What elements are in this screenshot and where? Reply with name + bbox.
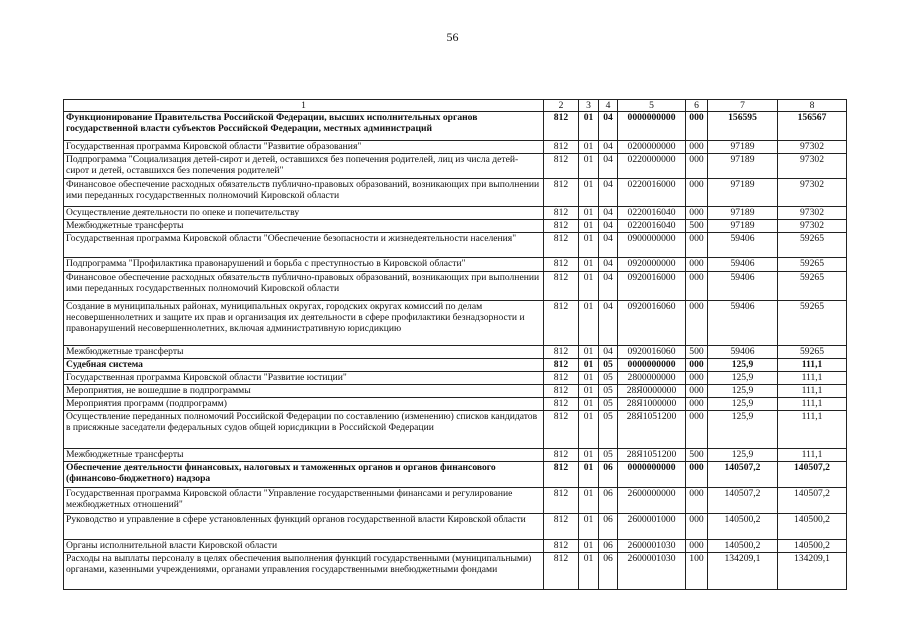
row-value-col-4: 04 (599, 112, 618, 141)
header-cell: 7 (708, 100, 778, 112)
row-value-col-6: 000 (686, 488, 708, 514)
header-cell: 5 (618, 100, 686, 112)
row-value-col-8: 97302 (778, 207, 847, 220)
row-value-col-3: 01 (579, 462, 599, 488)
row-value-col-6: 000 (686, 301, 708, 346)
row-value-col-2: 812 (544, 154, 579, 179)
row-value-col-3: 01 (579, 372, 599, 385)
table-row (64, 233, 847, 258)
row-value-col-5: 0920016060 (618, 346, 686, 359)
row-value-col-8: 97302 (778, 220, 847, 233)
row-value-col-8: 97302 (778, 179, 847, 207)
row-value-col-3: 01 (579, 540, 599, 553)
row-description: Подпрограмма "Социализация детей-сирот и детей, оставшихся без попечения родителей, лиц из числа детей-сирот и детей, оставшихся без попечения родителей" (64, 154, 544, 179)
row-description: Расходы на выплаты персоналу в целях обеспечения выполнения функций государственными (муниципальными) органами, казенными учреждениями, органами управления государственными внебюджетными фондами (64, 553, 544, 590)
row-description: Органы исполнительной власти Кировской области (64, 540, 544, 553)
table-row (64, 301, 847, 346)
row-value-col-7: 97189 (708, 179, 778, 207)
row-value-col-5: 0000000000 (618, 359, 686, 372)
row-value-col-6: 500 (686, 220, 708, 233)
row-value-col-4: 04 (599, 272, 618, 301)
row-value-col-8: 59265 (778, 346, 847, 359)
page-number: 56 (446, 30, 459, 44)
row-value-col-3: 01 (579, 514, 599, 540)
row-value-col-7: 97189 (708, 154, 778, 179)
table-row (64, 154, 847, 179)
row-value-col-3: 01 (579, 385, 599, 398)
row-value-col-4: 06 (599, 540, 618, 553)
row-value-col-5: 28Я1051200 (618, 449, 686, 462)
row-value-col-3: 01 (579, 449, 599, 462)
row-value-col-4: 05 (599, 372, 618, 385)
row-value-col-4: 04 (599, 141, 618, 154)
row-value-col-4: 04 (599, 154, 618, 179)
row-value-col-5: 0900000000 (618, 233, 686, 258)
row-value-col-7: 97189 (708, 207, 778, 220)
row-value-col-4: 05 (599, 449, 618, 462)
row-description: Создание в муниципальных районах, муниципальных округах, городских округах комиссий по делам несовершеннолетних и защите их прав и организация их деятельности в сфере профилактики безнадзорности и правонарушений несовершеннолетних, включая административную юрисдикцию (64, 301, 544, 346)
row-value-col-5: 0920016060 (618, 301, 686, 346)
row-value-col-7: 125,9 (708, 398, 778, 411)
row-value-col-7: 140500,2 (708, 514, 778, 540)
row-value-col-6: 500 (686, 346, 708, 359)
row-value-col-6: 000 (686, 233, 708, 258)
row-value-col-2: 812 (544, 553, 579, 590)
row-value-col-3: 01 (579, 179, 599, 207)
row-value-col-5: 28Я0000000 (618, 385, 686, 398)
row-value-col-5: 0920000000 (618, 258, 686, 272)
row-description: Руководство и управление в сфере установленных функций органов государственной власти Кировской области (64, 514, 544, 540)
row-value-col-2: 812 (544, 449, 579, 462)
row-value-col-7: 140500,2 (708, 540, 778, 553)
row-value-col-7: 97189 (708, 141, 778, 154)
row-value-col-4: 04 (599, 179, 618, 207)
row-description: Государственная программа Кировской области "Развитие юстиции" (64, 372, 544, 385)
row-value-col-3: 01 (579, 488, 599, 514)
table-row (64, 449, 847, 462)
row-value-col-5: 2800000000 (618, 372, 686, 385)
row-value-col-5: 0920016000 (618, 272, 686, 301)
row-value-col-7: 97189 (708, 220, 778, 233)
row-value-col-7: 125,9 (708, 411, 778, 449)
row-value-col-8: 140507,2 (778, 462, 847, 488)
row-description: Подпрограмма "Профилактика правонарушений и борьба с преступностью в Кировской области" (64, 258, 544, 272)
row-value-col-5: 0220016040 (618, 207, 686, 220)
row-value-col-8: 59265 (778, 272, 847, 301)
table-row (64, 258, 847, 272)
header-row (64, 100, 847, 112)
row-value-col-3: 01 (579, 207, 599, 220)
row-description: Государственная программа Кировской области "Управление государственными финансами и регулирование межбюджетных отношений" (64, 488, 544, 514)
table-row (64, 540, 847, 553)
row-value-col-8: 111,1 (778, 398, 847, 411)
row-value-col-6: 000 (686, 112, 708, 141)
row-value-col-6: 000 (686, 154, 708, 179)
row-value-col-8: 140500,2 (778, 540, 847, 553)
table-row (64, 112, 847, 141)
row-value-col-5: 28Я1051200 (618, 411, 686, 449)
row-value-col-8: 134209,1 (778, 553, 847, 590)
row-value-col-2: 812 (544, 272, 579, 301)
row-value-col-2: 812 (544, 540, 579, 553)
budget-table-body (64, 100, 847, 590)
table-row (64, 385, 847, 398)
row-description: Судебная система (64, 359, 544, 372)
row-value-col-8: 140507,2 (778, 488, 847, 514)
row-value-col-4: 06 (599, 514, 618, 540)
row-value-col-6: 000 (686, 272, 708, 301)
row-value-col-7: 59406 (708, 301, 778, 346)
row-value-col-3: 01 (579, 411, 599, 449)
row-value-col-5: 2600000000 (618, 488, 686, 514)
row-value-col-5: 2600001030 (618, 553, 686, 590)
row-value-col-8: 59265 (778, 233, 847, 258)
row-description: Финансовое обеспечение расходных обязательств публично-правовых образований, возникающих при выполнении ими переданных государственных полномочий Кировской области (64, 179, 544, 207)
budget-table (63, 99, 847, 590)
row-value-col-3: 01 (579, 258, 599, 272)
row-value-col-8: 97302 (778, 154, 847, 179)
row-value-col-8: 111,1 (778, 359, 847, 372)
row-value-col-7: 125,9 (708, 372, 778, 385)
row-value-col-3: 01 (579, 233, 599, 258)
row-value-col-6: 000 (686, 540, 708, 553)
row-value-col-8: 97302 (778, 141, 847, 154)
row-value-col-4: 04 (599, 346, 618, 359)
row-value-col-7: 140507,2 (708, 462, 778, 488)
table-row (64, 207, 847, 220)
row-value-col-4: 06 (599, 488, 618, 514)
row-value-col-3: 01 (579, 272, 599, 301)
row-value-col-8: 111,1 (778, 372, 847, 385)
row-value-col-4: 06 (599, 462, 618, 488)
row-value-col-2: 812 (544, 258, 579, 272)
row-description: Межбюджетные трансферты (64, 449, 544, 462)
row-description: Финансовое обеспечение расходных обязательств публично-правовых образований, возникающих при выполнении ими переданных государственных полномочий Кировской области (64, 272, 544, 301)
row-value-col-2: 812 (544, 359, 579, 372)
row-value-col-3: 01 (579, 359, 599, 372)
table-row (64, 553, 847, 590)
row-value-col-2: 812 (544, 385, 579, 398)
header-cell: 6 (686, 100, 708, 112)
header-cell: 1 (64, 100, 544, 112)
row-value-col-3: 01 (579, 301, 599, 346)
table-row (64, 372, 847, 385)
row-value-col-2: 812 (544, 301, 579, 346)
row-value-col-2: 812 (544, 514, 579, 540)
row-description: Мероприятия программ (подпрограмм) (64, 398, 544, 411)
table-row (64, 179, 847, 207)
row-value-col-6: 000 (686, 372, 708, 385)
row-value-col-7: 125,9 (708, 449, 778, 462)
row-value-col-6: 000 (686, 514, 708, 540)
row-value-col-4: 04 (599, 207, 618, 220)
row-value-col-5: 2600001030 (618, 540, 686, 553)
row-value-col-7: 59406 (708, 258, 778, 272)
row-value-col-8: 140500,2 (778, 514, 847, 540)
row-value-col-6: 000 (686, 141, 708, 154)
row-value-col-6: 000 (686, 207, 708, 220)
row-value-col-2: 812 (544, 346, 579, 359)
row-value-col-6: 000 (686, 411, 708, 449)
header-cell: 3 (579, 100, 599, 112)
row-value-col-6: 000 (686, 462, 708, 488)
row-value-col-4: 05 (599, 411, 618, 449)
row-value-col-4: 05 (599, 359, 618, 372)
row-value-col-3: 01 (579, 346, 599, 359)
row-value-col-5: 2600001000 (618, 514, 686, 540)
row-value-col-6: 000 (686, 359, 708, 372)
row-value-col-2: 812 (544, 220, 579, 233)
row-value-col-2: 812 (544, 233, 579, 258)
row-value-col-4: 05 (599, 385, 618, 398)
row-value-col-4: 04 (599, 233, 618, 258)
row-value-col-2: 812 (544, 112, 579, 141)
row-value-col-8: 111,1 (778, 385, 847, 398)
row-value-col-4: 04 (599, 220, 618, 233)
table-row (64, 398, 847, 411)
row-value-col-3: 01 (579, 112, 599, 141)
row-value-col-7: 59406 (708, 346, 778, 359)
row-value-col-7: 140507,2 (708, 488, 778, 514)
row-value-col-8: 111,1 (778, 411, 847, 449)
row-description: Обеспечение деятельности финансовых, налоговых и таможенных органов и органов финансового (финансово-бюджетного) надзора (64, 462, 544, 488)
row-value-col-5: 0220016000 (618, 179, 686, 207)
row-value-col-4: 06 (599, 553, 618, 590)
table-row (64, 346, 847, 359)
row-value-col-3: 01 (579, 154, 599, 179)
row-value-col-2: 812 (544, 398, 579, 411)
row-value-col-7: 125,9 (708, 359, 778, 372)
row-description: Межбюджетные трансферты (64, 220, 544, 233)
header-cell: 8 (778, 100, 847, 112)
row-value-col-6: 100 (686, 553, 708, 590)
row-value-col-3: 01 (579, 220, 599, 233)
row-description: Государственная программа Кировской области "Обеспечение безопасности и жизнедеятельности населения" (64, 233, 544, 258)
row-value-col-3: 01 (579, 398, 599, 411)
row-value-col-2: 812 (544, 372, 579, 385)
row-value-col-5: 28Я1000000 (618, 398, 686, 411)
row-description: Государственная программа Кировской области "Развитие образования" (64, 141, 544, 154)
row-description: Осуществление деятельности по опеке и попечительству (64, 207, 544, 220)
table-row (64, 411, 847, 449)
row-value-col-5: 0000000000 (618, 112, 686, 141)
row-value-col-3: 01 (579, 553, 599, 590)
row-value-col-2: 812 (544, 462, 579, 488)
row-value-col-4: 05 (599, 398, 618, 411)
row-value-col-6: 000 (686, 258, 708, 272)
row-value-col-7: 134209,1 (708, 553, 778, 590)
row-value-col-2: 812 (544, 179, 579, 207)
row-value-col-7: 59406 (708, 272, 778, 301)
row-value-col-5: 0000000000 (618, 462, 686, 488)
table-row (64, 462, 847, 488)
row-value-col-8: 111,1 (778, 449, 847, 462)
row-value-col-7: 125,9 (708, 385, 778, 398)
table-row (64, 141, 847, 154)
row-description: Осуществление переданных полномочий Российской Федерации по составлению (изменению) списков кандидатов в присяжные заседатели федеральных судов общей юрисдикции в Российской Федерации (64, 411, 544, 449)
table-row (64, 514, 847, 540)
row-description: Межбюджетные трансферты (64, 346, 544, 359)
row-description: Функционирование Правительства Российской Федерации, высших исполнительных органов государственной власти субъектов Российской Федерации, местных администраций (64, 112, 544, 141)
row-value-col-5: 0220000000 (618, 154, 686, 179)
table-row (64, 220, 847, 233)
row-value-col-7: 156595 (708, 112, 778, 141)
row-value-col-8: 59265 (778, 258, 847, 272)
row-value-col-4: 04 (599, 258, 618, 272)
row-value-col-8: 156567 (778, 112, 847, 141)
table-row (64, 272, 847, 301)
row-description: Мероприятия, не вошедшие в подпрограммы (64, 385, 544, 398)
row-value-col-8: 59265 (778, 301, 847, 346)
row-value-col-2: 812 (544, 488, 579, 514)
row-value-col-2: 812 (544, 411, 579, 449)
row-value-col-6: 000 (686, 385, 708, 398)
row-value-col-6: 500 (686, 449, 708, 462)
row-value-col-3: 01 (579, 141, 599, 154)
row-value-col-7: 59406 (708, 233, 778, 258)
row-value-col-6: 000 (686, 179, 708, 207)
row-value-col-6: 000 (686, 398, 708, 411)
row-value-col-2: 812 (544, 207, 579, 220)
header-cell: 4 (599, 100, 618, 112)
row-value-col-5: 0200000000 (618, 141, 686, 154)
row-value-col-5: 0220016040 (618, 220, 686, 233)
header-cell: 2 (544, 100, 579, 112)
row-value-col-2: 812 (544, 141, 579, 154)
table-row (64, 359, 847, 372)
table-row (64, 488, 847, 514)
row-value-col-4: 04 (599, 301, 618, 346)
